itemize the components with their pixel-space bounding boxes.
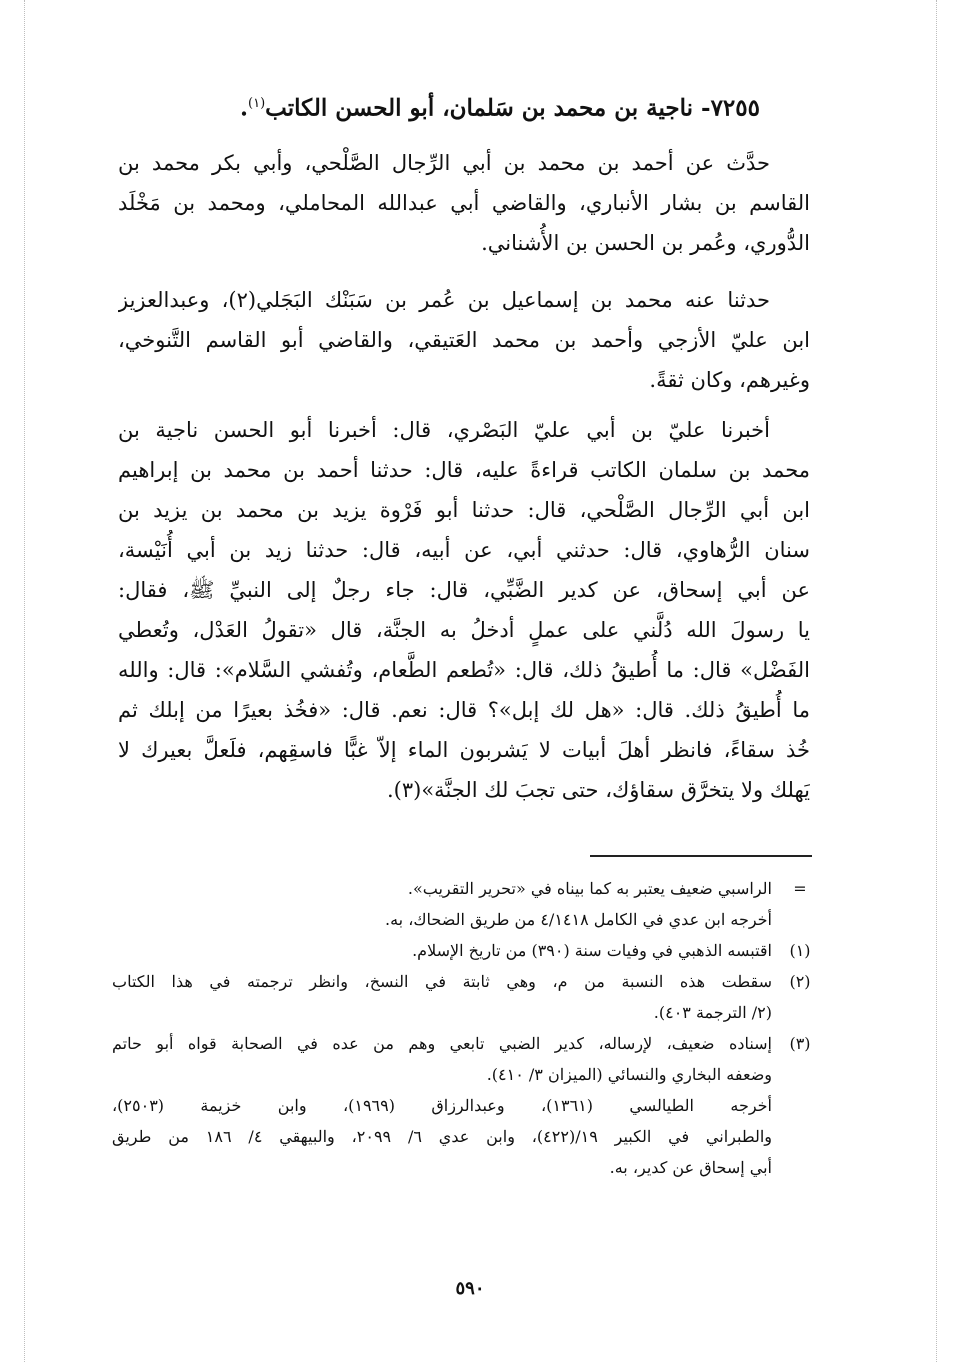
scan-edge-left (24, 0, 25, 1362)
footnote-line (112, 1152, 824, 1183)
footnote-line (112, 1090, 824, 1121)
footnote-line (112, 873, 824, 904)
footnote-text: وضعفه البخاري والنسائي (الميزان ٣/ ٤١٠). (486, 1065, 772, 1084)
footnotes (112, 873, 824, 1183)
text-line: محمد بن سلمان الكاتب قراءةً عليه، قال: حدثنا أحمد بن محمد بن إبراهيم (118, 458, 810, 482)
text-line: حدَّث عن أحمد بن محمد بن أبي الرِّجال الصَّلْحي، وأبي بكر محمد بن (118, 151, 770, 175)
footnote-text: إسناده ضعيف، لإرساله، كدير الضبي تابعي وهم من عده في الصحابة قواه أبو حاتم (112, 1034, 772, 1053)
footnote-ref-1: (١) (248, 96, 266, 111)
footnote-text: سقطت هذه النسبة من م، وهي ثابتة في النسخ، وانظر ترجمته في هذا الكتاب (112, 972, 772, 991)
footnote-mark: (٣) (789, 1034, 811, 1053)
footnote-line (112, 935, 824, 966)
footnote-mark: (١) (789, 941, 811, 960)
footnote-mark: = (793, 879, 807, 898)
entry-heading-text: ٧٢٥٥- ناجية بن محمد بن سَلمان، أبو الحسن الكاتب (265, 94, 760, 122)
text-line: القاسم بن بشار الأنباري، والقاضي أبي عبدالله المحاملي، ومحمد بن مَخْلَد (118, 191, 810, 215)
text-line: أخبرنا عليّ بن أبي عليّ البَصْري، قال: أخبرنا أبو الحسن ناجية بن (118, 418, 770, 442)
text-line: حدثنا عنه محمد بن إسماعيل بن عُمر بن سَبَنْك البَجَلي(٢)، وعبدالعزيز (118, 288, 770, 312)
footnote-text: الراسبي ضعيف يعتبر به كما بيناه في «تحرير التقريب». (407, 879, 772, 898)
footnote-line (112, 997, 824, 1028)
text-line: الدُّوري، وعُمر بن الحسن بن الأُشناني. (481, 231, 810, 255)
footnote-text: والطبراني في الكبير ١٩/(٤٢٢)، وابن عدي ٦/ ٢٠٩٩، والبيهقي ٤/ ١٨٦ من طريق (112, 1127, 772, 1146)
paragraph-hadith (118, 410, 810, 810)
text-line: سنان الرُّهاوي، قال: حدثني أبي، عن أبيه، قال: حدثنا زيد بن أبي أُنَيْسة، (118, 538, 810, 562)
footnote-line (112, 1121, 824, 1152)
text-line: يا رسولَ الله دُلَّني على عملٍ أدخلُ به الجنَّة، قال «تقولُ العَدْل، وتُعطي (118, 618, 810, 642)
text-line: ابن أبي الرِّجال الصَّلْحي، قال: حدثنا أبو فَرْوة يزيد بن محمد بن يزيد بن (118, 498, 810, 522)
text-line: وغيرهم، وكان ثقةً. (649, 368, 810, 392)
text-line: الفَضْل» قال: ما أُطيقُ ذلك، قال: «تُطعم الطَّعام، وتُفشي السَّلام»: قال: والله (118, 658, 810, 682)
text-line: عن أبي إسحاق، عن كدير الضَّبِّي، قال: جاء رجلٌ إلى النبيِّ ﷺ، فقال: (118, 578, 810, 602)
footnote-line (112, 966, 824, 997)
footnote-line (112, 1028, 824, 1059)
footnote-text: أخرجه الطيالسي (١٣٦١)، وعبدالرزاق (١٩٦٩)، وابن خزيمة (٢٥٠٣)، (112, 1096, 772, 1115)
paragraph-narrators (118, 143, 810, 263)
scan-edge-right (936, 0, 937, 1362)
text-line: ما أُطيقُ ذلك. قال: «هل لك إبل»؟ قال: نعم. قال: «فخُذ بعيرًا من إبلك ثم (118, 698, 810, 722)
footnote-separator (590, 855, 812, 857)
footnote-line (112, 1059, 824, 1090)
page-number: ٥٩٠ (455, 1278, 485, 1299)
footnote-text: أبي إسحاق عن كدير، به. (609, 1158, 772, 1177)
footnote-line (112, 904, 824, 935)
paragraph-students (118, 280, 810, 400)
footnote-text: (٢/ الترجمة ٤٠٣). (653, 1003, 772, 1022)
text-line: ابن عليّ الأزجي وأحمد بن محمد العَتيقي، والقاضي أبو القاسم التَّنوخي، (118, 328, 810, 352)
footnote-mark: (٢) (789, 972, 811, 991)
footnote-text: اقتبسه الذهبي في وفيات سنة (٣٩٠) من تاريخ الإسلام. (412, 941, 772, 960)
footnote-text: أخرجه ابن عدي في الكامل ٤/١٤١٨ من طريق الضحاك، به. (385, 910, 772, 929)
text-line: خُذ سقاءً، فانظر أهلَ أبيات لا يَشربون الماء إلاّ غبًّا فاسقِهم، فلَعلَّ بعيرك لا (118, 738, 810, 762)
entry-heading (150, 84, 760, 129)
text-line: يَهلك ولا يتخرَّق سقاؤك، حتى تجبَ لك الجنَّة»(٣). (386, 778, 810, 802)
entry-heading-end: . (240, 94, 249, 122)
